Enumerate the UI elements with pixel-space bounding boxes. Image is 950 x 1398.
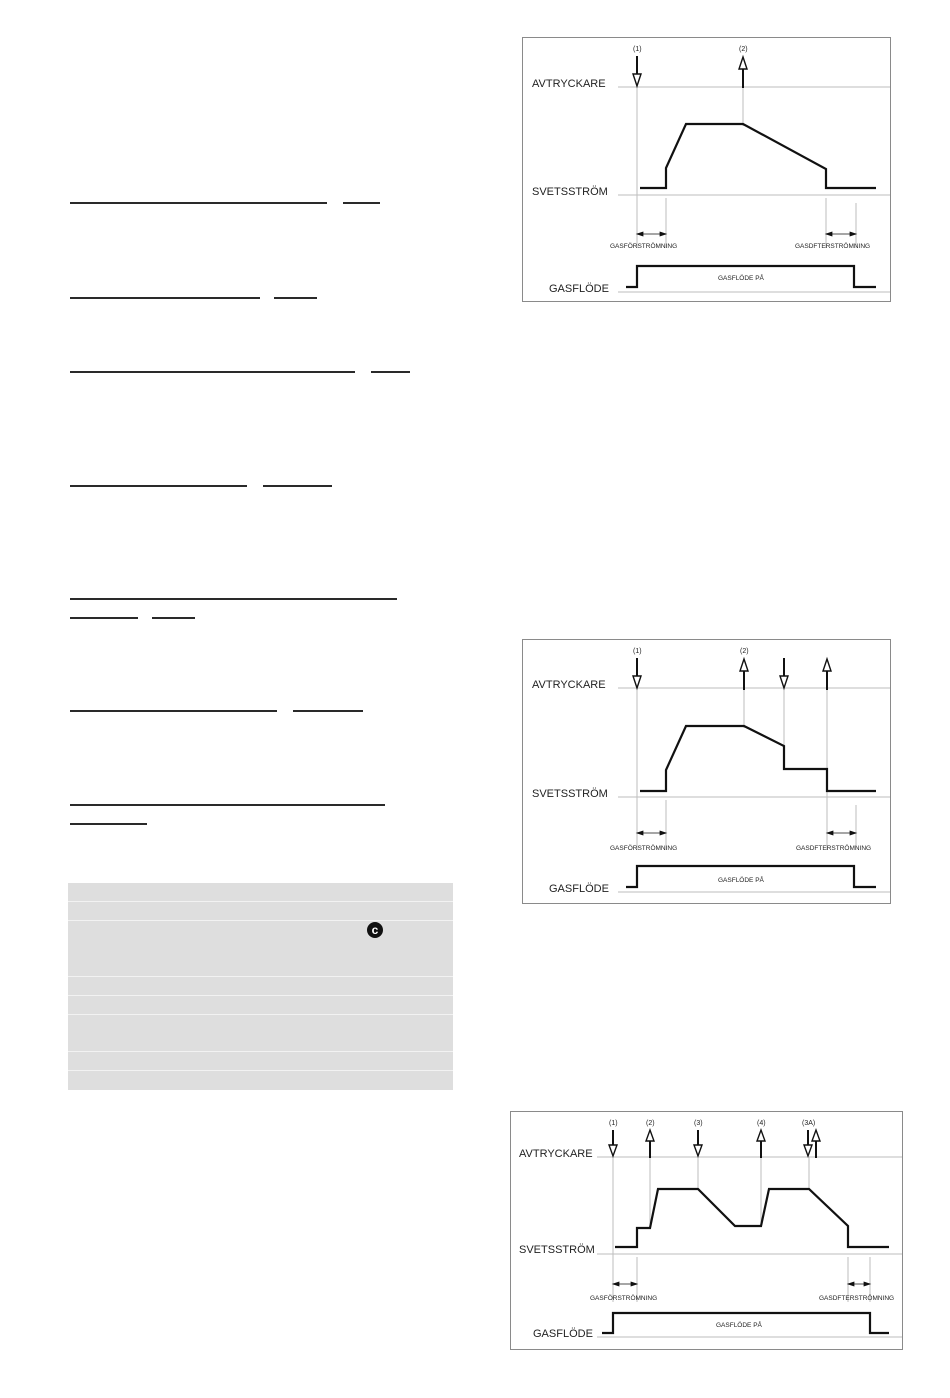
table-row — [68, 902, 453, 921]
marker-2: (2) — [646, 1120, 655, 1127]
marker-1: (1) — [633, 46, 642, 53]
timing-diagram-4t — [510, 1111, 903, 1350]
preflow-label: GASFÖRSTRÖMNING — [610, 243, 678, 250]
heading-underline-2 — [70, 297, 317, 299]
marker-3a: (3A) — [802, 1120, 816, 1127]
table-row — [68, 883, 453, 902]
gas-on-label: GASFLÖDE PÅ — [718, 877, 764, 884]
gasflow-label: GASFLÖDE — [533, 1328, 593, 1340]
current-label: SVETSSTRÖM — [519, 1244, 595, 1256]
gasflow-label: GASFLÖDE — [549, 283, 609, 295]
table-row — [68, 1052, 453, 1071]
heading-underline-3 — [70, 371, 410, 373]
marker-4: (4) — [757, 1120, 766, 1127]
gasflow-label: GASFLÖDE — [549, 883, 609, 895]
heading-underline-5b — [70, 617, 195, 619]
heading-underline-6 — [70, 710, 363, 712]
marker-3: (3) — [694, 1120, 703, 1127]
trigger-label: AVTRYCKARE — [519, 1148, 593, 1160]
marker-2: (2) — [740, 648, 749, 655]
timing-diagram-2t — [522, 37, 891, 302]
postflow-label: GASDFTERSTRÖMNING — [795, 243, 871, 250]
marker-2: (2) — [739, 46, 748, 53]
heading-underline-5a — [70, 598, 397, 600]
heading-underline-7b — [70, 823, 147, 825]
table-row — [68, 1015, 453, 1052]
marker-1: (1) — [633, 648, 642, 655]
timing-diagram-2t-variant — [522, 639, 891, 904]
trigger-label: AVTRYCKARE — [532, 78, 606, 90]
heading-underline-1 — [70, 202, 380, 204]
trigger-label: AVTRYCKARE — [532, 679, 606, 691]
gas-on-label: GASFLÖDE PÅ — [716, 1322, 762, 1329]
marker-1: (1) — [609, 1120, 618, 1127]
table-row — [68, 996, 453, 1015]
postflow-label: GASDFTERSTRÖMNING — [819, 1295, 895, 1302]
gas-on-label: GASFLÖDE PÅ — [718, 275, 764, 282]
table-row — [68, 921, 453, 977]
current-label: SVETSSTRÖM — [532, 788, 608, 800]
heading-underline-4 — [70, 485, 332, 487]
preflow-label: GASFÖRSTRÖMNING — [610, 845, 678, 852]
heading-underline-7a — [70, 804, 385, 806]
table-row — [68, 977, 453, 996]
settings-table — [68, 883, 453, 1090]
current-label: SVETSSTRÖM — [532, 186, 608, 198]
preflow-label: GASFÖRSTRÖMNING — [590, 1295, 658, 1302]
postflow-label: GASDFTERSTRÖMNING — [796, 845, 872, 852]
copyright-icon: c — [367, 922, 383, 938]
